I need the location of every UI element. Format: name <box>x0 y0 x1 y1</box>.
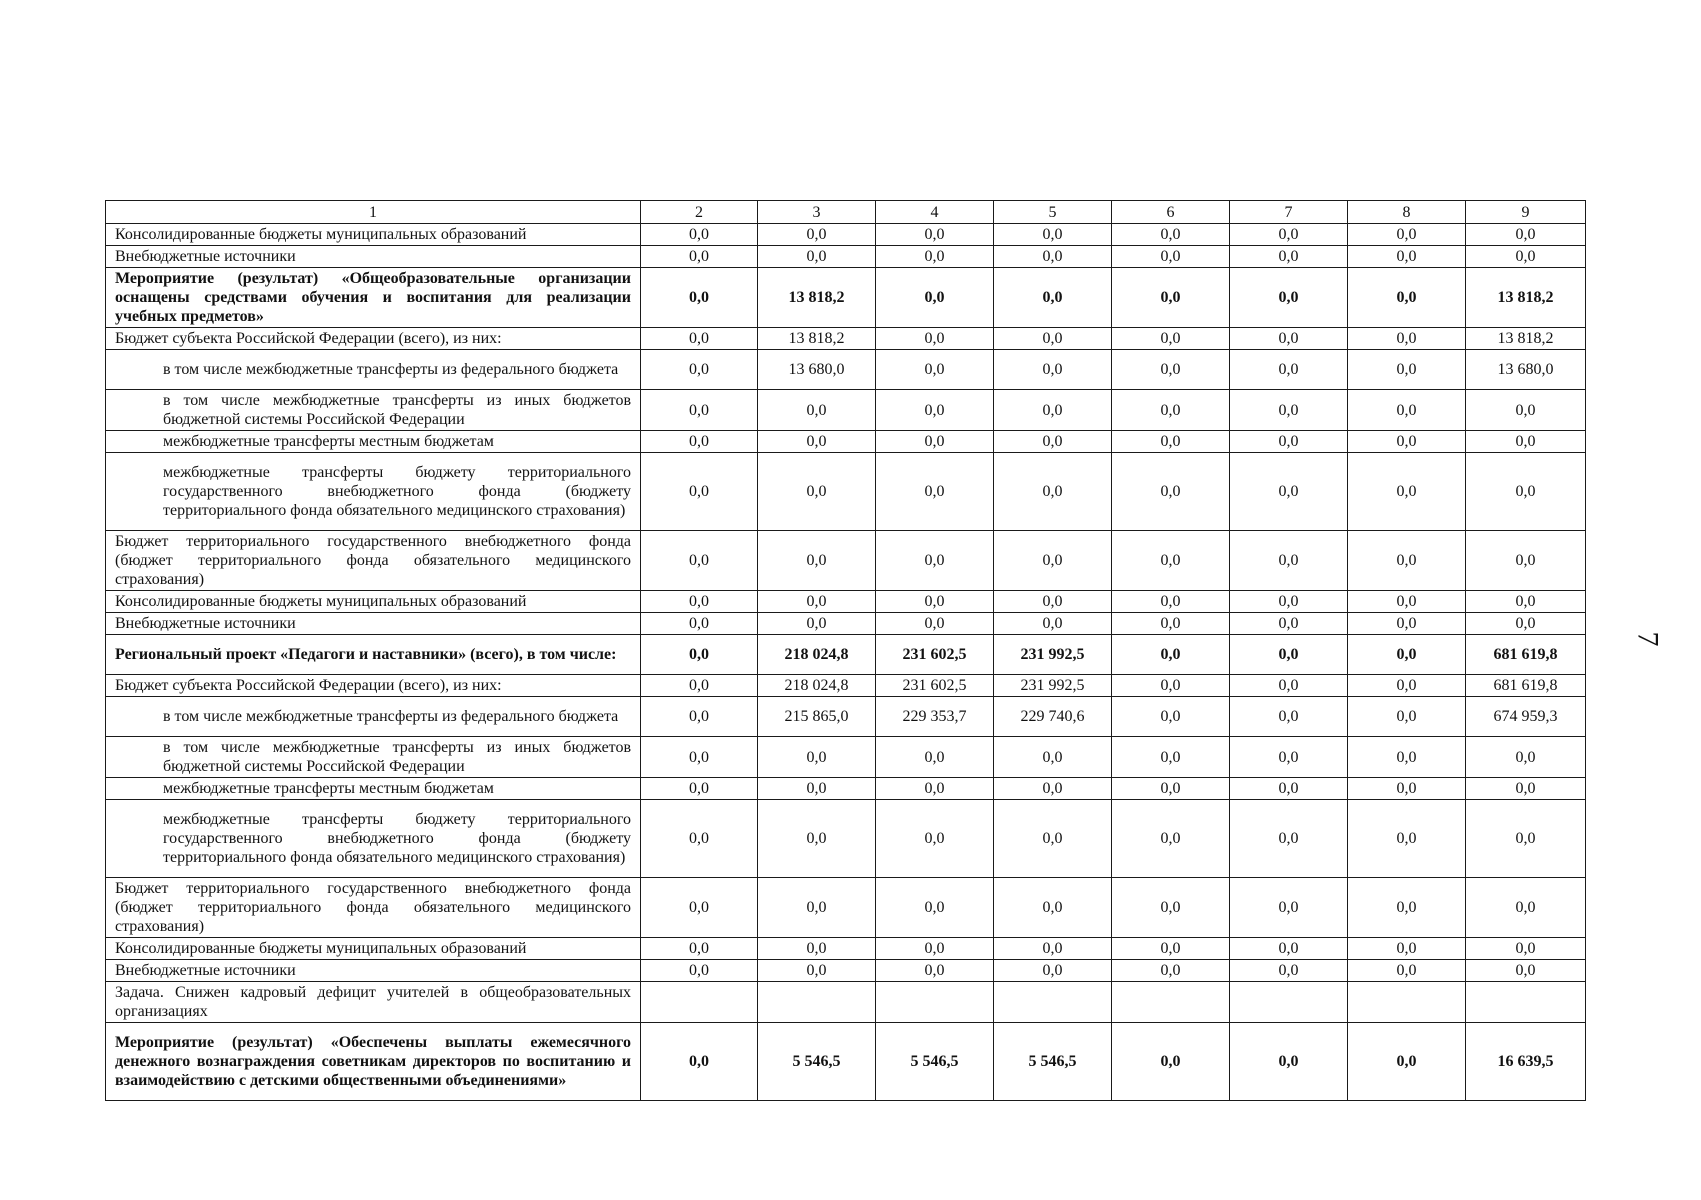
value-cell: 0,0 <box>641 737 758 778</box>
value-cell: 0,0 <box>1348 224 1466 246</box>
row-label: Мероприятие (результат) «Обеспечены выплаты ежемесячного денежного вознаграждения советникам директоров по воспитанию и взаимодействию с детскими общественными объединениями» <box>106 1023 641 1101</box>
value-cell: 0,0 <box>1230 453 1348 531</box>
value-cell: 0,0 <box>1230 350 1348 390</box>
value-cell: 218 024,8 <box>758 635 876 675</box>
value-cell: 0,0 <box>1112 224 1230 246</box>
value-cell: 0,0 <box>1348 613 1466 635</box>
value-cell: 0,0 <box>1348 778 1466 800</box>
value-cell: 0,0 <box>876 453 994 531</box>
value-cell <box>758 982 876 1023</box>
value-cell: 0,0 <box>1230 328 1348 350</box>
value-cell: 0,0 <box>1348 635 1466 675</box>
value-cell: 0,0 <box>1348 453 1466 531</box>
value-cell: 229 353,7 <box>876 697 994 737</box>
value-cell: 0,0 <box>876 431 994 453</box>
value-cell: 0,0 <box>758 800 876 878</box>
value-cell: 0,0 <box>641 938 758 960</box>
page-number: 7 <box>1631 631 1665 647</box>
table-row <box>106 531 1586 591</box>
value-cell: 0,0 <box>758 431 876 453</box>
value-cell: 0,0 <box>1112 878 1230 938</box>
table-body <box>106 224 1586 1101</box>
value-cell: 5 546,5 <box>994 1023 1112 1101</box>
value-cell: 0,0 <box>758 390 876 431</box>
value-cell: 13 818,2 <box>1466 268 1586 328</box>
table-row <box>106 591 1586 613</box>
value-cell: 674 959,3 <box>1466 697 1586 737</box>
value-cell: 0,0 <box>1466 531 1586 591</box>
value-cell: 13 818,2 <box>758 268 876 328</box>
value-cell: 0,0 <box>641 800 758 878</box>
header-cell: 6 <box>1112 201 1230 224</box>
value-cell: 0,0 <box>1112 1023 1230 1101</box>
value-cell: 0,0 <box>876 613 994 635</box>
value-cell: 0,0 <box>1466 737 1586 778</box>
value-cell: 0,0 <box>1466 224 1586 246</box>
value-cell: 0,0 <box>1112 431 1230 453</box>
value-cell: 0,0 <box>1112 246 1230 268</box>
table-row <box>106 613 1586 635</box>
value-cell: 0,0 <box>994 938 1112 960</box>
value-cell: 0,0 <box>1230 390 1348 431</box>
value-cell: 0,0 <box>1112 960 1230 982</box>
value-cell: 0,0 <box>1466 431 1586 453</box>
row-label: межбюджетные трансферты местным бюджетам <box>106 431 641 453</box>
value-cell: 0,0 <box>641 960 758 982</box>
value-cell: 0,0 <box>876 531 994 591</box>
budget-table <box>105 200 1586 1101</box>
value-cell: 0,0 <box>1348 591 1466 613</box>
value-cell: 0,0 <box>641 531 758 591</box>
table-row <box>106 982 1586 1023</box>
value-cell: 0,0 <box>641 350 758 390</box>
row-label: в том числе межбюджетные трансферты из иных бюджетов бюджетной системы Российской Федерации <box>106 737 641 778</box>
row-label: Бюджет территориального государственного внебюджетного фонда (бюджет территориального фонда обязательного медицинского страхования) <box>106 531 641 591</box>
value-cell: 0,0 <box>876 350 994 390</box>
value-cell: 0,0 <box>1230 778 1348 800</box>
value-cell: 0,0 <box>641 697 758 737</box>
header-cell: 5 <box>994 201 1112 224</box>
value-cell: 231 602,5 <box>876 635 994 675</box>
row-label: Внебюджетные источники <box>106 960 641 982</box>
value-cell: 0,0 <box>1466 390 1586 431</box>
row-label: Внебюджетные источники <box>106 613 641 635</box>
value-cell: 0,0 <box>876 224 994 246</box>
value-cell: 0,0 <box>758 878 876 938</box>
value-cell <box>876 982 994 1023</box>
value-cell: 0,0 <box>876 246 994 268</box>
value-cell: 0,0 <box>1230 737 1348 778</box>
value-cell: 0,0 <box>758 737 876 778</box>
value-cell: 0,0 <box>1466 246 1586 268</box>
value-cell: 0,0 <box>1230 635 1348 675</box>
value-cell: 0,0 <box>876 737 994 778</box>
table-row <box>106 960 1586 982</box>
value-cell: 13 818,2 <box>1466 328 1586 350</box>
value-cell: 0,0 <box>1112 613 1230 635</box>
table-row <box>106 268 1586 328</box>
value-cell: 0,0 <box>1348 350 1466 390</box>
value-cell: 0,0 <box>994 960 1112 982</box>
table-row <box>106 778 1586 800</box>
header-cell: 2 <box>641 201 758 224</box>
value-cell: 0,0 <box>876 878 994 938</box>
row-label: межбюджетные трансферты местным бюджетам <box>106 778 641 800</box>
value-cell: 0,0 <box>1348 531 1466 591</box>
value-cell: 0,0 <box>994 591 1112 613</box>
value-cell: 0,0 <box>1112 697 1230 737</box>
value-cell: 0,0 <box>1348 1023 1466 1101</box>
value-cell: 0,0 <box>1348 737 1466 778</box>
row-label: межбюджетные трансферты бюджету территориального государственного внебюджетного фонда (бюджету территориального фонда обязательного медицинского страхования) <box>106 800 641 878</box>
table-row <box>106 246 1586 268</box>
table-row <box>106 938 1586 960</box>
value-cell: 0,0 <box>1348 390 1466 431</box>
value-cell: 0,0 <box>994 800 1112 878</box>
table-row <box>106 675 1586 697</box>
value-cell: 0,0 <box>1230 531 1348 591</box>
value-cell: 0,0 <box>1112 675 1230 697</box>
table-row <box>106 224 1586 246</box>
value-cell: 0,0 <box>1348 431 1466 453</box>
value-cell: 0,0 <box>1112 531 1230 591</box>
value-cell: 0,0 <box>1112 390 1230 431</box>
value-cell: 0,0 <box>994 224 1112 246</box>
value-cell: 0,0 <box>1112 591 1230 613</box>
header-cell: 3 <box>758 201 876 224</box>
value-cell: 681 619,8 <box>1466 635 1586 675</box>
value-cell: 231 992,5 <box>994 635 1112 675</box>
table-row <box>106 350 1586 390</box>
value-cell: 0,0 <box>1112 635 1230 675</box>
value-cell: 231 602,5 <box>876 675 994 697</box>
value-cell: 13 680,0 <box>1466 350 1586 390</box>
value-cell: 0,0 <box>1230 431 1348 453</box>
header-cell: 9 <box>1466 201 1586 224</box>
header-cell: 8 <box>1348 201 1466 224</box>
value-cell: 0,0 <box>1348 697 1466 737</box>
table-row <box>106 390 1586 431</box>
value-cell: 0,0 <box>641 390 758 431</box>
value-cell: 0,0 <box>1112 800 1230 878</box>
value-cell: 0,0 <box>994 453 1112 531</box>
value-cell: 0,0 <box>994 737 1112 778</box>
value-cell: 0,0 <box>641 1023 758 1101</box>
value-cell: 0,0 <box>641 591 758 613</box>
table-row <box>106 737 1586 778</box>
value-cell: 0,0 <box>1230 224 1348 246</box>
row-label: в том числе межбюджетные трансферты из федерального бюджета <box>106 697 641 737</box>
table-row <box>106 431 1586 453</box>
row-label: Консолидированные бюджеты муниципальных образований <box>106 224 641 246</box>
value-cell: 5 546,5 <box>876 1023 994 1101</box>
row-label: межбюджетные трансферты бюджету территориального государственного внебюджетного фонда (бюджету территориального фонда обязательного медицинского страхования) <box>106 453 641 531</box>
value-cell: 0,0 <box>994 350 1112 390</box>
value-cell: 0,0 <box>1348 938 1466 960</box>
table-row <box>106 878 1586 938</box>
value-cell: 0,0 <box>1230 1023 1348 1101</box>
value-cell: 0,0 <box>1230 878 1348 938</box>
row-label: Консолидированные бюджеты муниципальных образований <box>106 938 641 960</box>
value-cell: 0,0 <box>758 960 876 982</box>
value-cell: 0,0 <box>994 268 1112 328</box>
value-cell: 13 818,2 <box>758 328 876 350</box>
value-cell: 0,0 <box>758 938 876 960</box>
table-row <box>106 800 1586 878</box>
value-cell: 0,0 <box>1112 453 1230 531</box>
value-cell: 0,0 <box>641 268 758 328</box>
value-cell: 0,0 <box>641 778 758 800</box>
value-cell: 0,0 <box>994 246 1112 268</box>
value-cell: 0,0 <box>994 878 1112 938</box>
value-cell: 0,0 <box>994 431 1112 453</box>
value-cell: 0,0 <box>1348 268 1466 328</box>
value-cell: 0,0 <box>641 431 758 453</box>
value-cell: 0,0 <box>641 246 758 268</box>
value-cell: 0,0 <box>1466 938 1586 960</box>
header-cell: 4 <box>876 201 994 224</box>
value-cell: 0,0 <box>994 778 1112 800</box>
value-cell: 0,0 <box>1112 268 1230 328</box>
value-cell: 0,0 <box>641 675 758 697</box>
row-label: в том числе межбюджетные трансферты из иных бюджетов бюджетной системы Российской Федерации <box>106 390 641 431</box>
table-row <box>106 328 1586 350</box>
value-cell: 681 619,8 <box>1466 675 1586 697</box>
value-cell: 0,0 <box>641 878 758 938</box>
row-label: Внебюджетные источники <box>106 246 641 268</box>
value-cell <box>1348 982 1466 1023</box>
value-cell: 0,0 <box>1466 591 1586 613</box>
value-cell: 0,0 <box>876 328 994 350</box>
table-row <box>106 635 1586 675</box>
value-cell: 0,0 <box>758 224 876 246</box>
row-label: в том числе межбюджетные трансферты из федерального бюджета <box>106 350 641 390</box>
value-cell: 0,0 <box>876 268 994 328</box>
value-cell: 0,0 <box>1466 778 1586 800</box>
value-cell: 0,0 <box>1230 675 1348 697</box>
value-cell: 0,0 <box>758 453 876 531</box>
value-cell: 0,0 <box>876 800 994 878</box>
value-cell: 0,0 <box>1348 328 1466 350</box>
value-cell: 0,0 <box>1466 878 1586 938</box>
value-cell: 0,0 <box>1112 778 1230 800</box>
value-cell: 0,0 <box>994 390 1112 431</box>
value-cell: 0,0 <box>876 778 994 800</box>
value-cell <box>1230 982 1348 1023</box>
value-cell <box>994 982 1112 1023</box>
table-row <box>106 1023 1586 1101</box>
value-cell: 16 639,5 <box>1466 1023 1586 1101</box>
header-cell: 1 <box>106 201 641 224</box>
value-cell: 0,0 <box>876 938 994 960</box>
value-cell: 231 992,5 <box>994 675 1112 697</box>
value-cell: 0,0 <box>1112 737 1230 778</box>
value-cell: 0,0 <box>641 224 758 246</box>
value-cell: 0,0 <box>641 613 758 635</box>
value-cell: 0,0 <box>876 960 994 982</box>
value-cell: 0,0 <box>1466 453 1586 531</box>
value-cell: 0,0 <box>1466 960 1586 982</box>
value-cell: 0,0 <box>641 453 758 531</box>
row-label: Региональный проект «Педагоги и наставники» (всего), в том числе: <box>106 635 641 675</box>
value-cell: 229 740,6 <box>994 697 1112 737</box>
row-label: Бюджет субъекта Российской Федерации (всего), из них: <box>106 328 641 350</box>
value-cell: 0,0 <box>1112 350 1230 390</box>
value-cell: 0,0 <box>1112 938 1230 960</box>
value-cell <box>1466 982 1586 1023</box>
value-cell: 0,0 <box>876 591 994 613</box>
value-cell: 0,0 <box>1230 960 1348 982</box>
value-cell: 215 865,0 <box>758 697 876 737</box>
value-cell: 0,0 <box>1230 613 1348 635</box>
value-cell: 0,0 <box>758 246 876 268</box>
table-row <box>106 697 1586 737</box>
value-cell: 0,0 <box>994 531 1112 591</box>
value-cell: 0,0 <box>1348 675 1466 697</box>
row-label: Консолидированные бюджеты муниципальных образований <box>106 591 641 613</box>
row-label: Бюджет субъекта Российской Федерации (всего), из них: <box>106 675 641 697</box>
value-cell: 0,0 <box>994 613 1112 635</box>
header-row <box>106 201 1586 224</box>
value-cell <box>641 982 758 1023</box>
value-cell: 0,0 <box>876 390 994 431</box>
value-cell: 0,0 <box>1230 800 1348 878</box>
value-cell: 0,0 <box>1348 246 1466 268</box>
value-cell: 0,0 <box>641 328 758 350</box>
row-label: Задача. Снижен кадровый дефицит учителей в общеобразовательных организациях <box>106 982 641 1023</box>
value-cell: 0,0 <box>758 613 876 635</box>
value-cell: 0,0 <box>1466 800 1586 878</box>
value-cell: 0,0 <box>1112 328 1230 350</box>
value-cell: 0,0 <box>641 635 758 675</box>
table-row <box>106 453 1586 531</box>
value-cell: 0,0 <box>758 778 876 800</box>
value-cell: 0,0 <box>1230 591 1348 613</box>
value-cell: 0,0 <box>758 591 876 613</box>
value-cell: 0,0 <box>1230 246 1348 268</box>
value-cell: 0,0 <box>994 328 1112 350</box>
row-label: Бюджет территориального государственного внебюджетного фонда (бюджет территориального фонда обязательного медицинского страхования) <box>106 878 641 938</box>
value-cell: 5 546,5 <box>758 1023 876 1101</box>
value-cell: 0,0 <box>1348 800 1466 878</box>
row-label: Мероприятие (результат) «Общеобразовательные организации оснащены средствами обучения и воспитания для реализации учебных предметов» <box>106 268 641 328</box>
value-cell: 0,0 <box>1230 268 1348 328</box>
value-cell: 0,0 <box>1348 878 1466 938</box>
value-cell: 218 024,8 <box>758 675 876 697</box>
value-cell: 0,0 <box>1230 697 1348 737</box>
value-cell: 13 680,0 <box>758 350 876 390</box>
value-cell: 0,0 <box>1230 938 1348 960</box>
value-cell <box>1112 982 1230 1023</box>
value-cell: 0,0 <box>1348 960 1466 982</box>
value-cell: 0,0 <box>758 531 876 591</box>
header-cell: 7 <box>1230 201 1348 224</box>
value-cell: 0,0 <box>1466 613 1586 635</box>
